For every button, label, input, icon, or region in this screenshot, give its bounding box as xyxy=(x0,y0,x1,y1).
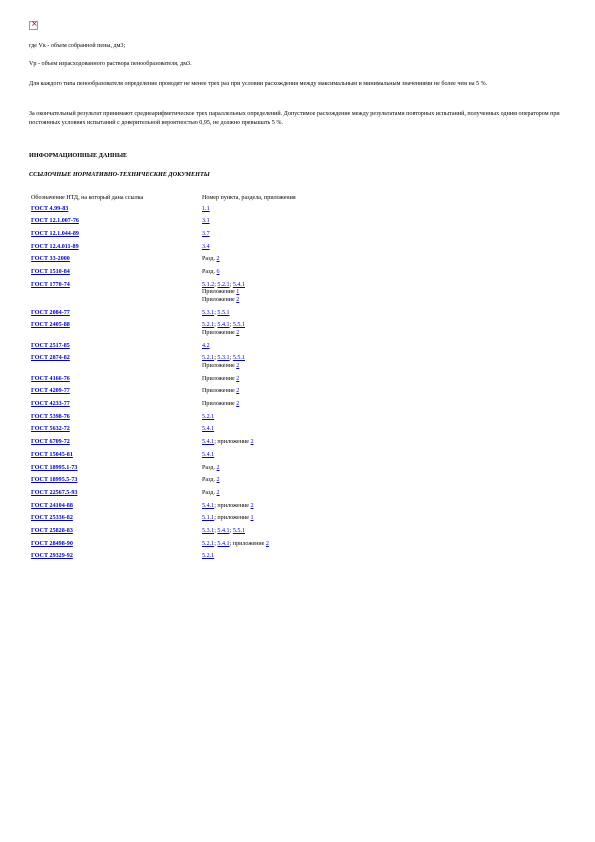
section-reference-line xyxy=(202,322,245,330)
document-link[interactable]: ГОСТ 22567.5-93 xyxy=(31,489,78,496)
section-link[interactable]: 4.2 xyxy=(202,342,210,349)
section-link[interactable]: 5.1.2 xyxy=(202,281,215,288)
section-link[interactable]: 2 xyxy=(236,388,240,395)
section-text: ; xyxy=(214,281,218,288)
section-text: ; приложение xyxy=(214,502,251,509)
section-reference-line xyxy=(202,282,245,290)
section-link[interactable]: 5.5.1 xyxy=(217,309,230,316)
section-reference-line xyxy=(202,310,230,318)
section-text: Разд. xyxy=(202,269,217,275)
section-reference-line xyxy=(202,452,214,460)
section-link[interactable]: 3.4 xyxy=(202,243,210,250)
section-reference-line xyxy=(202,231,210,239)
section-link[interactable]: 2 xyxy=(236,329,240,336)
document-link[interactable]: ГОСТ 2405-88 xyxy=(31,322,70,329)
section-reference-line xyxy=(202,244,210,252)
section-text: ; приложение xyxy=(214,515,251,522)
document-link[interactable]: ГОСТ 4233-77 xyxy=(31,401,70,407)
section-text: Разд. xyxy=(202,477,217,484)
section-link[interactable]: 3.1 xyxy=(202,218,210,225)
section-text: ; xyxy=(214,309,218,316)
section-reference-line xyxy=(202,528,245,536)
section-text: ; xyxy=(214,540,218,547)
section-reference-line xyxy=(202,465,220,473)
formula-note-vr: Vр - объем израсходованного раствора пенообразователя, дм3. xyxy=(29,61,192,67)
section-text: Приложение xyxy=(202,401,237,407)
section-link[interactable]: 2 xyxy=(236,401,240,407)
section-text: ; xyxy=(214,355,218,362)
section-reference-line xyxy=(202,343,210,351)
section-link[interactable]: 5.2.1 xyxy=(202,322,215,329)
section-link[interactable]: 2 xyxy=(216,464,220,471)
section-link[interactable]: 5.5.1 xyxy=(232,528,245,534)
section-reference-line xyxy=(202,355,245,363)
document-link[interactable]: ГОСТ 4209-77 xyxy=(31,388,70,395)
section-text: Приложение xyxy=(202,329,237,336)
section-link[interactable]: 2 xyxy=(216,489,220,496)
section-link[interactable]: 2 xyxy=(216,256,220,263)
section-link[interactable]: 5.4.1 xyxy=(202,502,215,509)
section-link[interactable]: 2 xyxy=(236,296,240,303)
section-link[interactable]: 5.3.1 xyxy=(217,355,230,362)
section-text: ; приложение xyxy=(214,439,251,446)
section-reference-line xyxy=(202,297,239,305)
section-link[interactable]: 5.2.1 xyxy=(217,281,230,288)
section-reference-line xyxy=(202,490,220,498)
column-header-section: Номер пункта, раздела, приложения xyxy=(202,195,296,201)
document-link[interactable]: ГОСТ 2874-82 xyxy=(31,355,70,362)
section-link[interactable]: 6 xyxy=(216,269,220,275)
document-link[interactable]: ГОСТ 24104-88 xyxy=(31,502,73,509)
section-link[interactable]: 2 xyxy=(236,375,240,382)
formula-note-vk: где Vк - объем собранной пены, дм3; xyxy=(29,43,126,49)
section-reference-line xyxy=(202,376,239,384)
section-link[interactable]: 5.2.1 xyxy=(202,413,215,420)
section-reference-line xyxy=(202,206,210,214)
section-link[interactable]: 2 xyxy=(236,362,240,369)
section-link[interactable]: 5.4.1 xyxy=(202,439,215,446)
section-reference-line xyxy=(202,541,269,549)
document-link[interactable]: ГОСТ 1510-84 xyxy=(31,269,70,275)
section-link[interactable]: 5.4.1 xyxy=(217,528,230,534)
section-text: Приложение xyxy=(202,289,237,296)
document-link[interactable]: ГОСТ 4166-76 xyxy=(31,375,70,382)
section-link[interactable]: 2 xyxy=(265,540,269,547)
paragraph-repeat-test: Для каждого типа пенообразователя определение проводят не менее трех раз при условии расхождения между максимальным и минимальным значениями не более чем на 5 %. xyxy=(29,81,488,87)
section-text: Разд. xyxy=(202,489,217,496)
section-reference-line xyxy=(202,289,239,297)
column-header-document: Обозначение НТД, на который дана ссылка xyxy=(31,195,144,201)
document-link[interactable]: ГОСТ 29329-92 xyxy=(31,553,73,560)
section-link[interactable]: 5.2.1 xyxy=(202,553,215,560)
section-reference-line xyxy=(202,515,254,523)
section-link[interactable]: 5.4.1 xyxy=(202,451,215,458)
section-heading-info: ИНФОРМАЦИОННЫЕ ДАННЫЕ xyxy=(29,152,128,159)
section-text: ; приложение xyxy=(229,540,266,547)
section-reference-line xyxy=(202,401,239,409)
section-reference-line xyxy=(202,439,254,447)
section-link[interactable]: 1 xyxy=(250,515,254,522)
section-text: ; xyxy=(229,355,233,362)
section-text: Разд. xyxy=(202,256,217,263)
section-link[interactable]: 5.2.1 xyxy=(202,355,215,362)
document-link[interactable]: ГОСТ 15045-81 xyxy=(31,451,73,458)
section-link[interactable]: 5.3.1 xyxy=(202,309,215,316)
section-link[interactable]: 1 xyxy=(236,289,240,296)
document-link[interactable]: ГОСТ 12.1.007-76 xyxy=(31,218,79,225)
section-reference-line xyxy=(202,388,239,396)
section-link[interactable]: 2 xyxy=(250,439,254,446)
document-link[interactable]: ГОСТ 5632-72 xyxy=(31,426,70,433)
section-reference-line xyxy=(202,553,214,561)
section-reference-line xyxy=(202,330,239,338)
document-link[interactable]: ГОСТ 18995.1-73 xyxy=(31,464,78,471)
section-text: Приложение xyxy=(202,375,237,382)
section-link[interactable]: 5.2.1 xyxy=(202,540,215,547)
section-link[interactable]: 5.5.1 xyxy=(232,355,245,362)
section-reference-line xyxy=(202,256,220,264)
section-link[interactable]: 1.1 xyxy=(202,205,210,212)
section-heading-references: ССЫЛОЧНЫЕ НОРМАТИВНО-ТЕХНИЧЕСКИЕ ДОКУМЕНТЫ xyxy=(29,171,210,178)
paragraph-final-result: За окончательный результат принимают среднеарифметическое трех параллельных определений. Допустимое расхождение между результатами повторных испытаний, полученных одним оператором при постоянных условиях испытаний с доверительной вероятностью 0,95, не должно превышать 5 %. xyxy=(29,111,560,126)
section-text: Приложение xyxy=(202,296,237,303)
section-link[interactable]: 5.3.1 xyxy=(202,528,215,534)
section-link[interactable]: 5.1.1 xyxy=(202,515,215,522)
section-link[interactable]: 2 xyxy=(216,477,220,484)
section-text: ; xyxy=(229,322,233,329)
section-link[interactable]: 5.5.1 xyxy=(232,322,245,329)
document-link[interactable]: ГОСТ 25828-83 xyxy=(31,528,73,534)
section-link[interactable]: 3.7 xyxy=(202,230,210,237)
section-reference-line xyxy=(202,363,239,371)
section-text: ; xyxy=(214,528,218,534)
document-link[interactable]: ГОСТ 18995.5-73 xyxy=(31,477,78,484)
document-link[interactable]: ГОСТ 2084-77 xyxy=(31,309,70,316)
section-text: ; xyxy=(229,281,233,288)
section-link[interactable]: 5.4.1 xyxy=(232,281,245,288)
broken-image-icon xyxy=(29,21,38,30)
document-link[interactable]: ГОСТ 5398-76 xyxy=(31,413,70,420)
section-reference-line xyxy=(202,503,254,511)
document-link[interactable]: ГОСТ 2517-85 xyxy=(31,342,70,349)
section-text: Приложение xyxy=(202,362,237,369)
section-link[interactable]: 2 xyxy=(250,502,254,509)
section-reference-line xyxy=(202,218,210,226)
document-link[interactable]: ГОСТ 25336-82 xyxy=(31,515,73,522)
section-reference-line xyxy=(202,426,214,434)
document-link[interactable]: ГОСТ 6709-72 xyxy=(31,439,70,446)
section-link[interactable]: 5.4.1 xyxy=(217,322,230,329)
document-link[interactable]: ГОСТ 1770-74 xyxy=(31,281,70,288)
section-text: Разд. xyxy=(202,464,217,471)
document-link[interactable]: ГОСТ 28498-90 xyxy=(31,540,73,547)
document-link[interactable]: ГОСТ 4.99-83 xyxy=(31,205,69,212)
section-text: ; xyxy=(229,528,233,534)
document-link[interactable]: ГОСТ 12.1.044-89 xyxy=(31,230,79,237)
section-link[interactable]: 5.4.1 xyxy=(202,426,215,433)
section-reference-line xyxy=(202,269,220,277)
section-text: ; xyxy=(214,322,218,329)
document-link[interactable]: ГОСТ 33-2000 xyxy=(31,256,70,263)
section-reference-line xyxy=(202,477,220,485)
document-link[interactable]: ГОСТ 12.4.011-89 xyxy=(31,243,79,250)
section-link[interactable]: 5.4.1 xyxy=(217,540,230,547)
section-reference-line xyxy=(202,414,214,422)
section-text: Приложение xyxy=(202,388,237,395)
